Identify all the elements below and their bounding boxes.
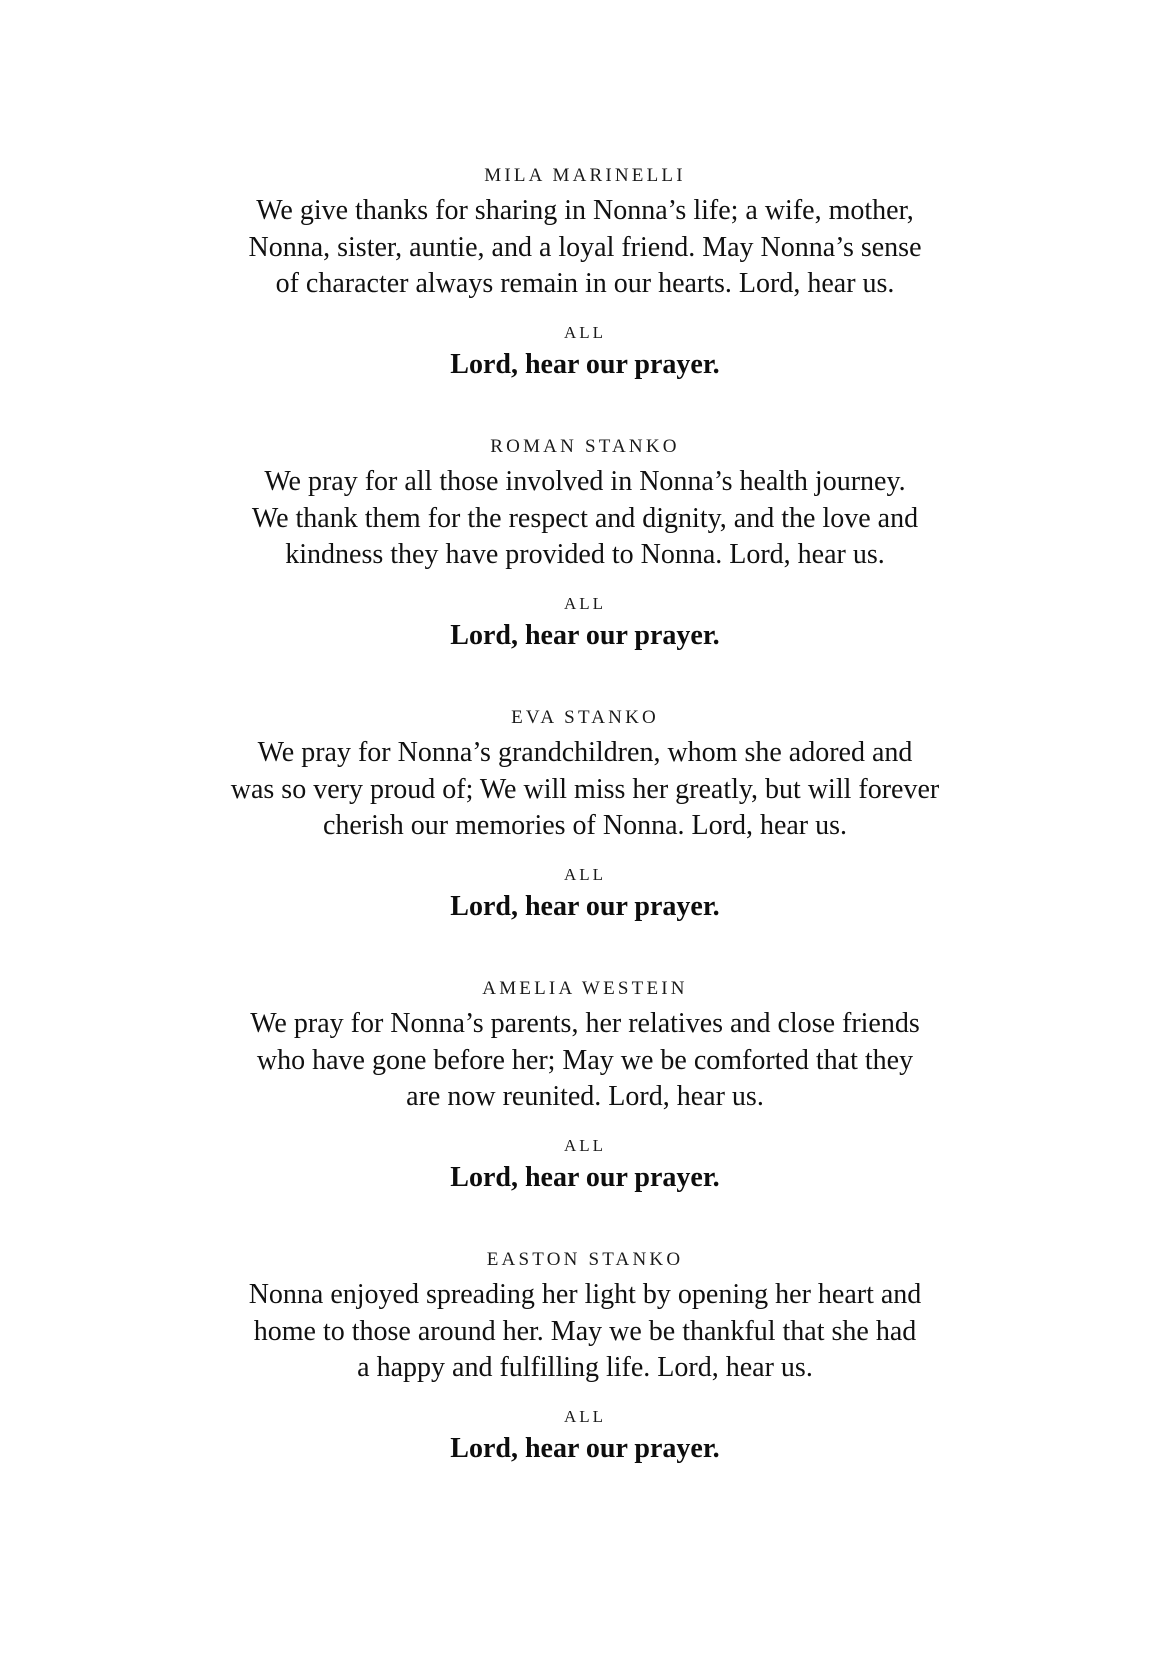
petition-line: home to those around her. May we be thankful that she had — [253, 1315, 917, 1347]
all-label: ALL — [563, 593, 607, 613]
petition-text — [0, 464, 1170, 574]
response-text: Lord, hear our prayer. — [450, 1161, 720, 1193]
all-label: ALL — [563, 864, 607, 884]
reader-name: EASTON STANKO — [486, 1249, 684, 1270]
petition-line: We pray for Nonna’s grandchildren, whom she adored and — [257, 737, 913, 768]
prayer-section-3 — [0, 707, 1170, 924]
petition-text — [0, 193, 1170, 303]
prayer-section-2 — [0, 436, 1170, 653]
petition-text — [0, 1277, 1170, 1387]
petition-line: Nonna, sister, auntie, and a loyal friend. May Nonna’s sense — [248, 231, 922, 263]
response-text: Lord, hear our prayer. — [450, 1432, 720, 1464]
reader-name: MILA MARINELLI — [484, 165, 686, 186]
reader-name: EVA STANKO — [511, 707, 659, 728]
response-text: Lord, hear our prayer. — [450, 890, 720, 922]
petition-line: We pray for Nonna’s parents, her relatives and close friends — [250, 1008, 920, 1039]
petition-line: who have gone before her; May we be comforted that they — [256, 1044, 914, 1076]
petition-line: We give thanks for sharing in Nonna’s life; a wife, mother, — [256, 195, 914, 226]
petition-line: cherish our memories of Nonna. Lord, hear us. — [322, 810, 848, 841]
reader-name: AMELIA WESTEIN — [482, 978, 688, 999]
all-label: ALL — [563, 322, 607, 342]
response-text: Lord, hear our prayer. — [450, 619, 720, 651]
prayer-section-5 — [0, 1249, 1170, 1466]
all-label: ALL — [563, 1406, 607, 1426]
petition-text — [0, 1006, 1170, 1116]
prayer-section-1 — [0, 165, 1170, 382]
petition-line: are now reunited. Lord, hear us. — [406, 1081, 764, 1112]
reader-name: ROMAN STANKO — [490, 436, 680, 457]
all-label: ALL — [563, 1135, 607, 1155]
response-text: Lord, hear our prayer. — [450, 348, 720, 380]
petition-text — [0, 735, 1170, 845]
prayer-section-4 — [0, 978, 1170, 1195]
petition-line: a happy and fulfilling life. Lord, hear us. — [357, 1352, 813, 1383]
petition-line: We thank them for the respect and dignity, and the love and — [251, 502, 919, 534]
petition-line: We pray for all those involved in Nonna’s health journey. — [264, 466, 906, 497]
petition-line: kindness they have provided to Nonna. Lord, hear us. — [285, 539, 885, 570]
petition-line: of character always remain in our hearts. Lord, hear us. — [275, 268, 895, 299]
petition-line: was so very proud of; We will miss her greatly, but will forever — [230, 773, 940, 805]
petition-line: Nonna enjoyed spreading her light by opening her heart and — [248, 1279, 922, 1310]
